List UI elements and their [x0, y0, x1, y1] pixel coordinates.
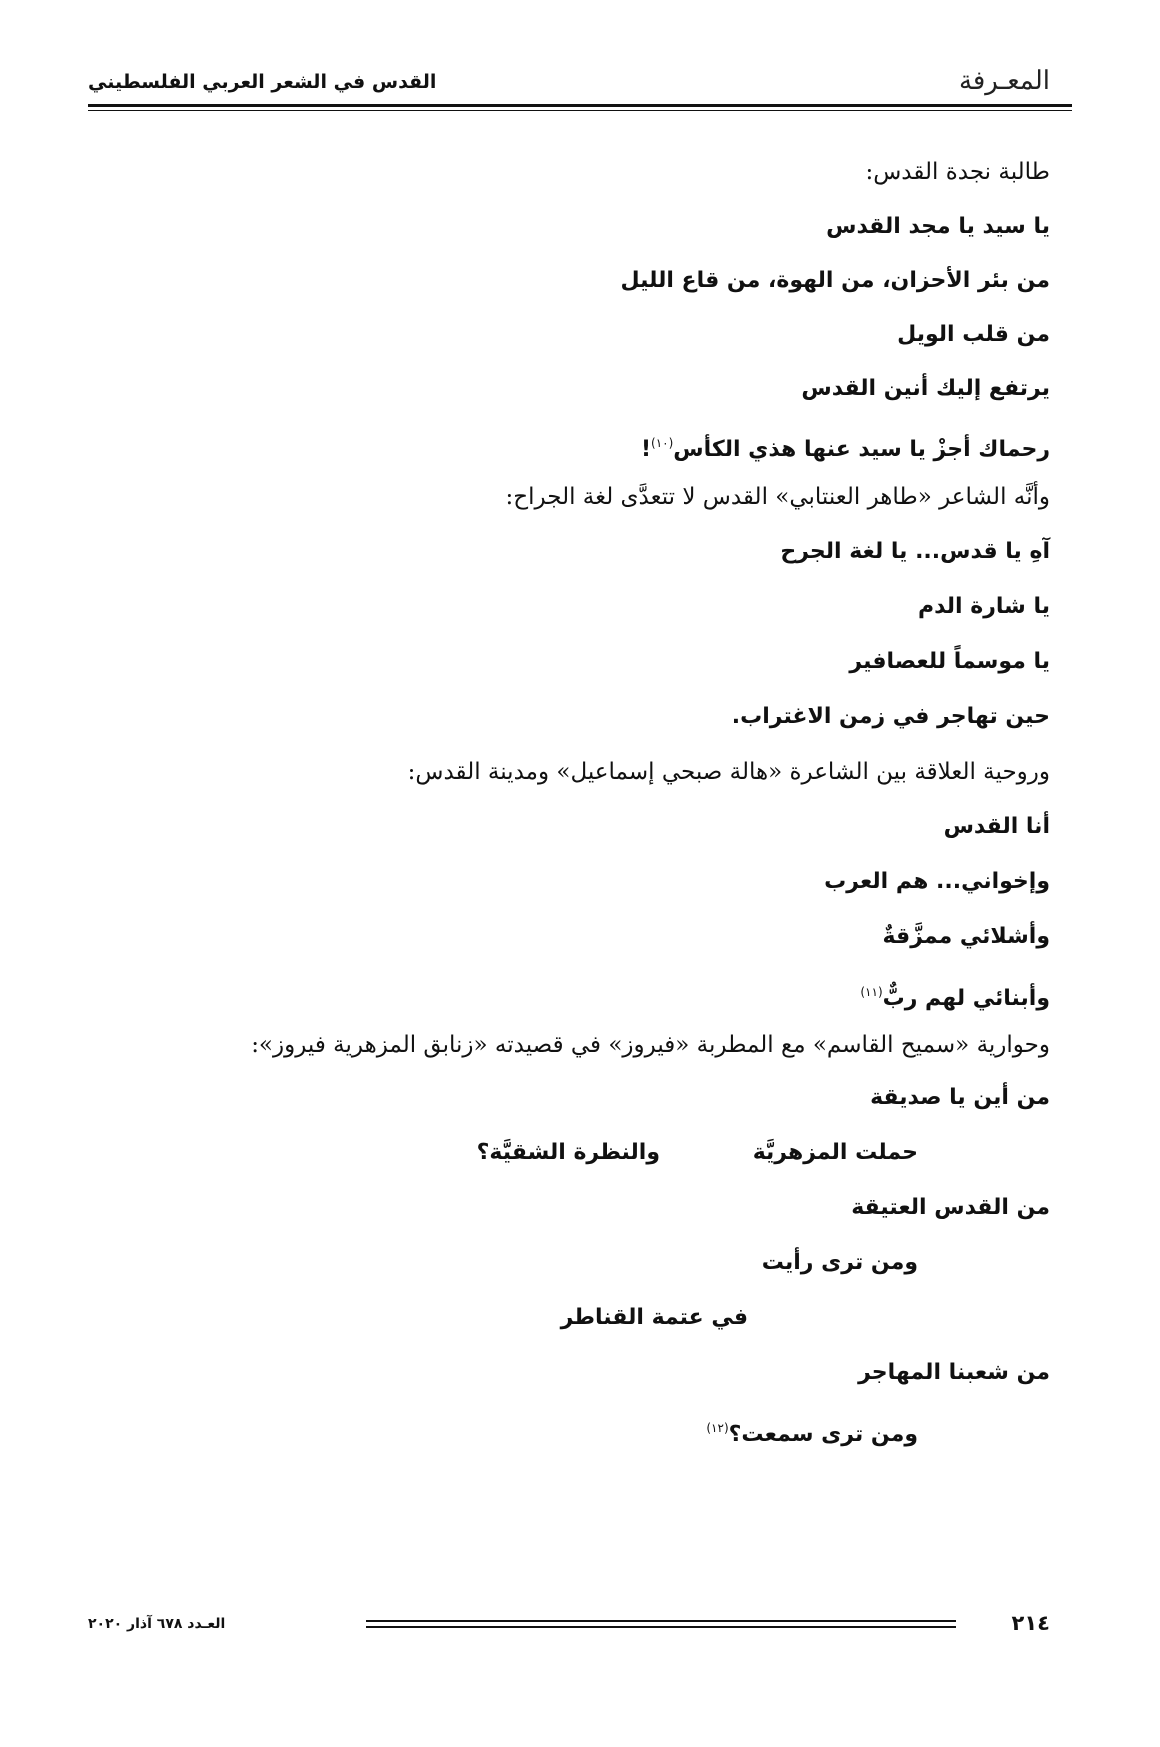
verse-line: أنا القدس	[943, 814, 1050, 839]
verse-line: وأشلائي ممزَّقةٌ	[882, 924, 1050, 949]
footer-rule	[366, 1620, 956, 1622]
verse-line: ومن ترى رأيت	[761, 1250, 918, 1275]
verse-line: آهِ يا قدس... يا لغة الجرح	[780, 539, 1050, 564]
header-rule-thin	[88, 110, 1072, 111]
verse-text: ومن ترى سمعت؟	[728, 1422, 918, 1447]
page-number: ٢١٤	[1011, 1611, 1050, 1635]
footnote-marker: (١٠)	[651, 436, 674, 450]
verse-line-with-footnote	[706, 1413, 918, 1450]
verse-line: يا موسماً للعصافير	[849, 649, 1050, 674]
verse-line: يرتفع إليك أنين القدس	[801, 376, 1050, 401]
prose-line: وحوارية «سميح القاسم» مع المطربة «فيروز» في قصيدته «زنابق المزهرية فيروز»:	[251, 1032, 1050, 1058]
prose-line: وروحية العلاقة بين الشاعرة «هالة صبحي إسماعيل» ومدينة القدس:	[407, 759, 1050, 785]
verse-line: من شعبنا المهاجر	[858, 1360, 1050, 1385]
verse-text: رحماك أجزْ يا سيد عنها هذي الكأس	[673, 437, 1050, 462]
verse-line: من بئر الأحزان، من الهوة، من قاع الليل	[620, 268, 1050, 293]
issue-info: العـدد ٦٧٨ آذار ٢٠٢٠	[88, 1616, 226, 1632]
prose-line: طالبة نجدة القدس:	[865, 159, 1050, 185]
journal-logo: المعـرفة	[958, 66, 1050, 96]
verse-line: والنظرة الشقيَّة؟	[476, 1140, 660, 1165]
footer-rule-second	[366, 1626, 956, 1628]
header-rule	[88, 104, 1072, 107]
verse-text: وأبنائي لهم ربٌّ	[882, 986, 1050, 1011]
verse-line: يا سيد يا مجد القدس	[826, 214, 1050, 239]
verse-line-with-footnote	[641, 428, 1050, 465]
verse-line-with-footnote	[860, 977, 1050, 1014]
verse-line: من قلب الويل	[897, 322, 1050, 347]
verse-line: حملت المزهريَّة	[752, 1140, 918, 1165]
verse-line: من أين يا صديقة	[870, 1085, 1050, 1110]
verse-line: حين تهاجر في زمن الاغتراب.	[731, 704, 1050, 729]
verse-punct: !	[640, 437, 652, 462]
running-title: القدس في الشعر العربي الفلسطيني	[88, 71, 437, 93]
prose-line: وأنَّه الشاعر «طاهر العنتابي» القدس لا تتعدَّى لغة الجراح:	[505, 484, 1050, 510]
footnote-marker: (١١)	[860, 985, 883, 999]
verse-line: من القدس العتيقة	[851, 1195, 1050, 1220]
footnote-marker: (١٢)	[706, 1421, 729, 1435]
verse-line: يا شارة الدم	[917, 594, 1050, 619]
verse-line: في عتمة القناطر	[560, 1305, 748, 1330]
verse-line: وإخواني... هم العرب	[824, 869, 1050, 894]
